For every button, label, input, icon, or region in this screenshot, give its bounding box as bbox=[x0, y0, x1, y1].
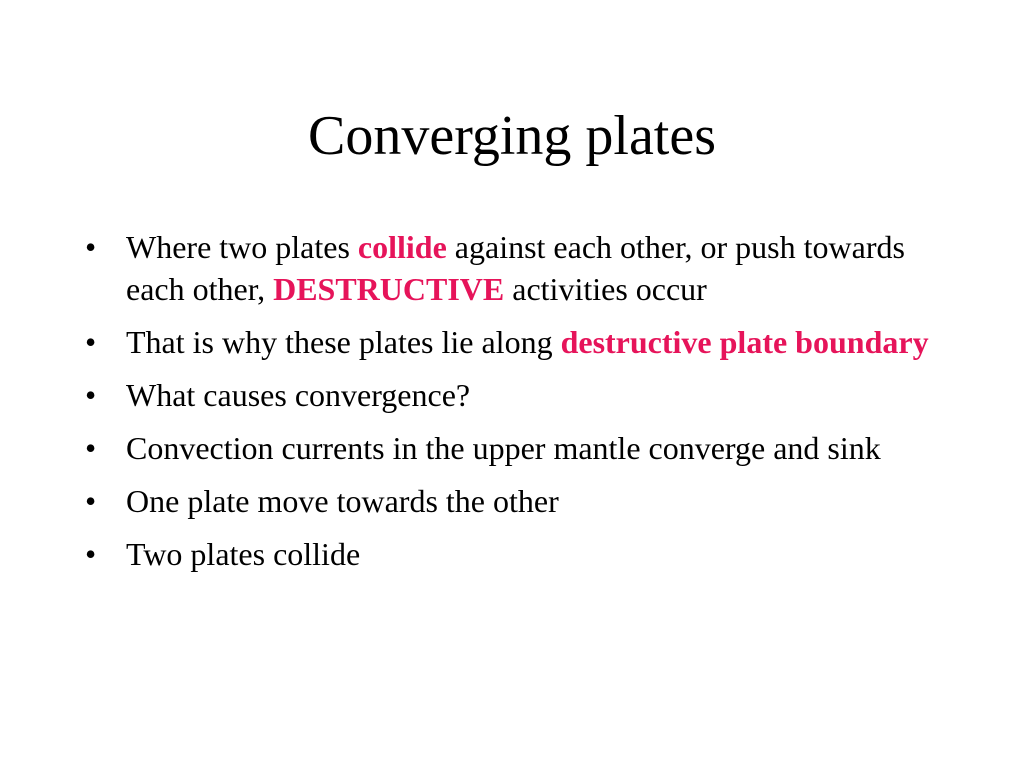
bullet-text: activities occur bbox=[504, 271, 707, 307]
highlight-destructive: DESTRUCTIVE bbox=[273, 271, 505, 307]
bullet-list bbox=[85, 226, 945, 586]
bullet-text: One plate move towards the other bbox=[126, 483, 559, 519]
bullet-icon: • bbox=[85, 377, 97, 413]
bullet-icon: • bbox=[85, 483, 97, 519]
bullet-item-convection bbox=[85, 427, 945, 469]
bullet-icon: • bbox=[85, 536, 97, 572]
bullet-item-boundary bbox=[85, 321, 945, 363]
bullet-icon: • bbox=[85, 229, 97, 265]
bullet-icon: • bbox=[85, 324, 97, 360]
highlight-destructive-plate-boundary: destructive plate boundary bbox=[560, 324, 929, 360]
bullet-text: What causes convergence? bbox=[126, 377, 471, 413]
bullet-text: That is why these plates lie along bbox=[126, 324, 561, 360]
bullet-item-collide-final bbox=[85, 533, 945, 575]
bullet-item-move bbox=[85, 480, 945, 522]
bullet-icon: • bbox=[85, 430, 97, 466]
highlight-collide: collide bbox=[357, 229, 447, 265]
slide-title: Converging plates bbox=[307, 105, 717, 167]
bullet-text: against each other, or push towards each other, bbox=[126, 229, 905, 307]
bullet-item-collide bbox=[85, 226, 945, 310]
bullet-text: Convection currents in the upper mantle converge and sink bbox=[126, 430, 881, 466]
bullet-text: Two plates collide bbox=[126, 536, 361, 572]
bullet-item-question bbox=[85, 374, 945, 416]
bullet-text: Where two plates bbox=[126, 229, 358, 265]
